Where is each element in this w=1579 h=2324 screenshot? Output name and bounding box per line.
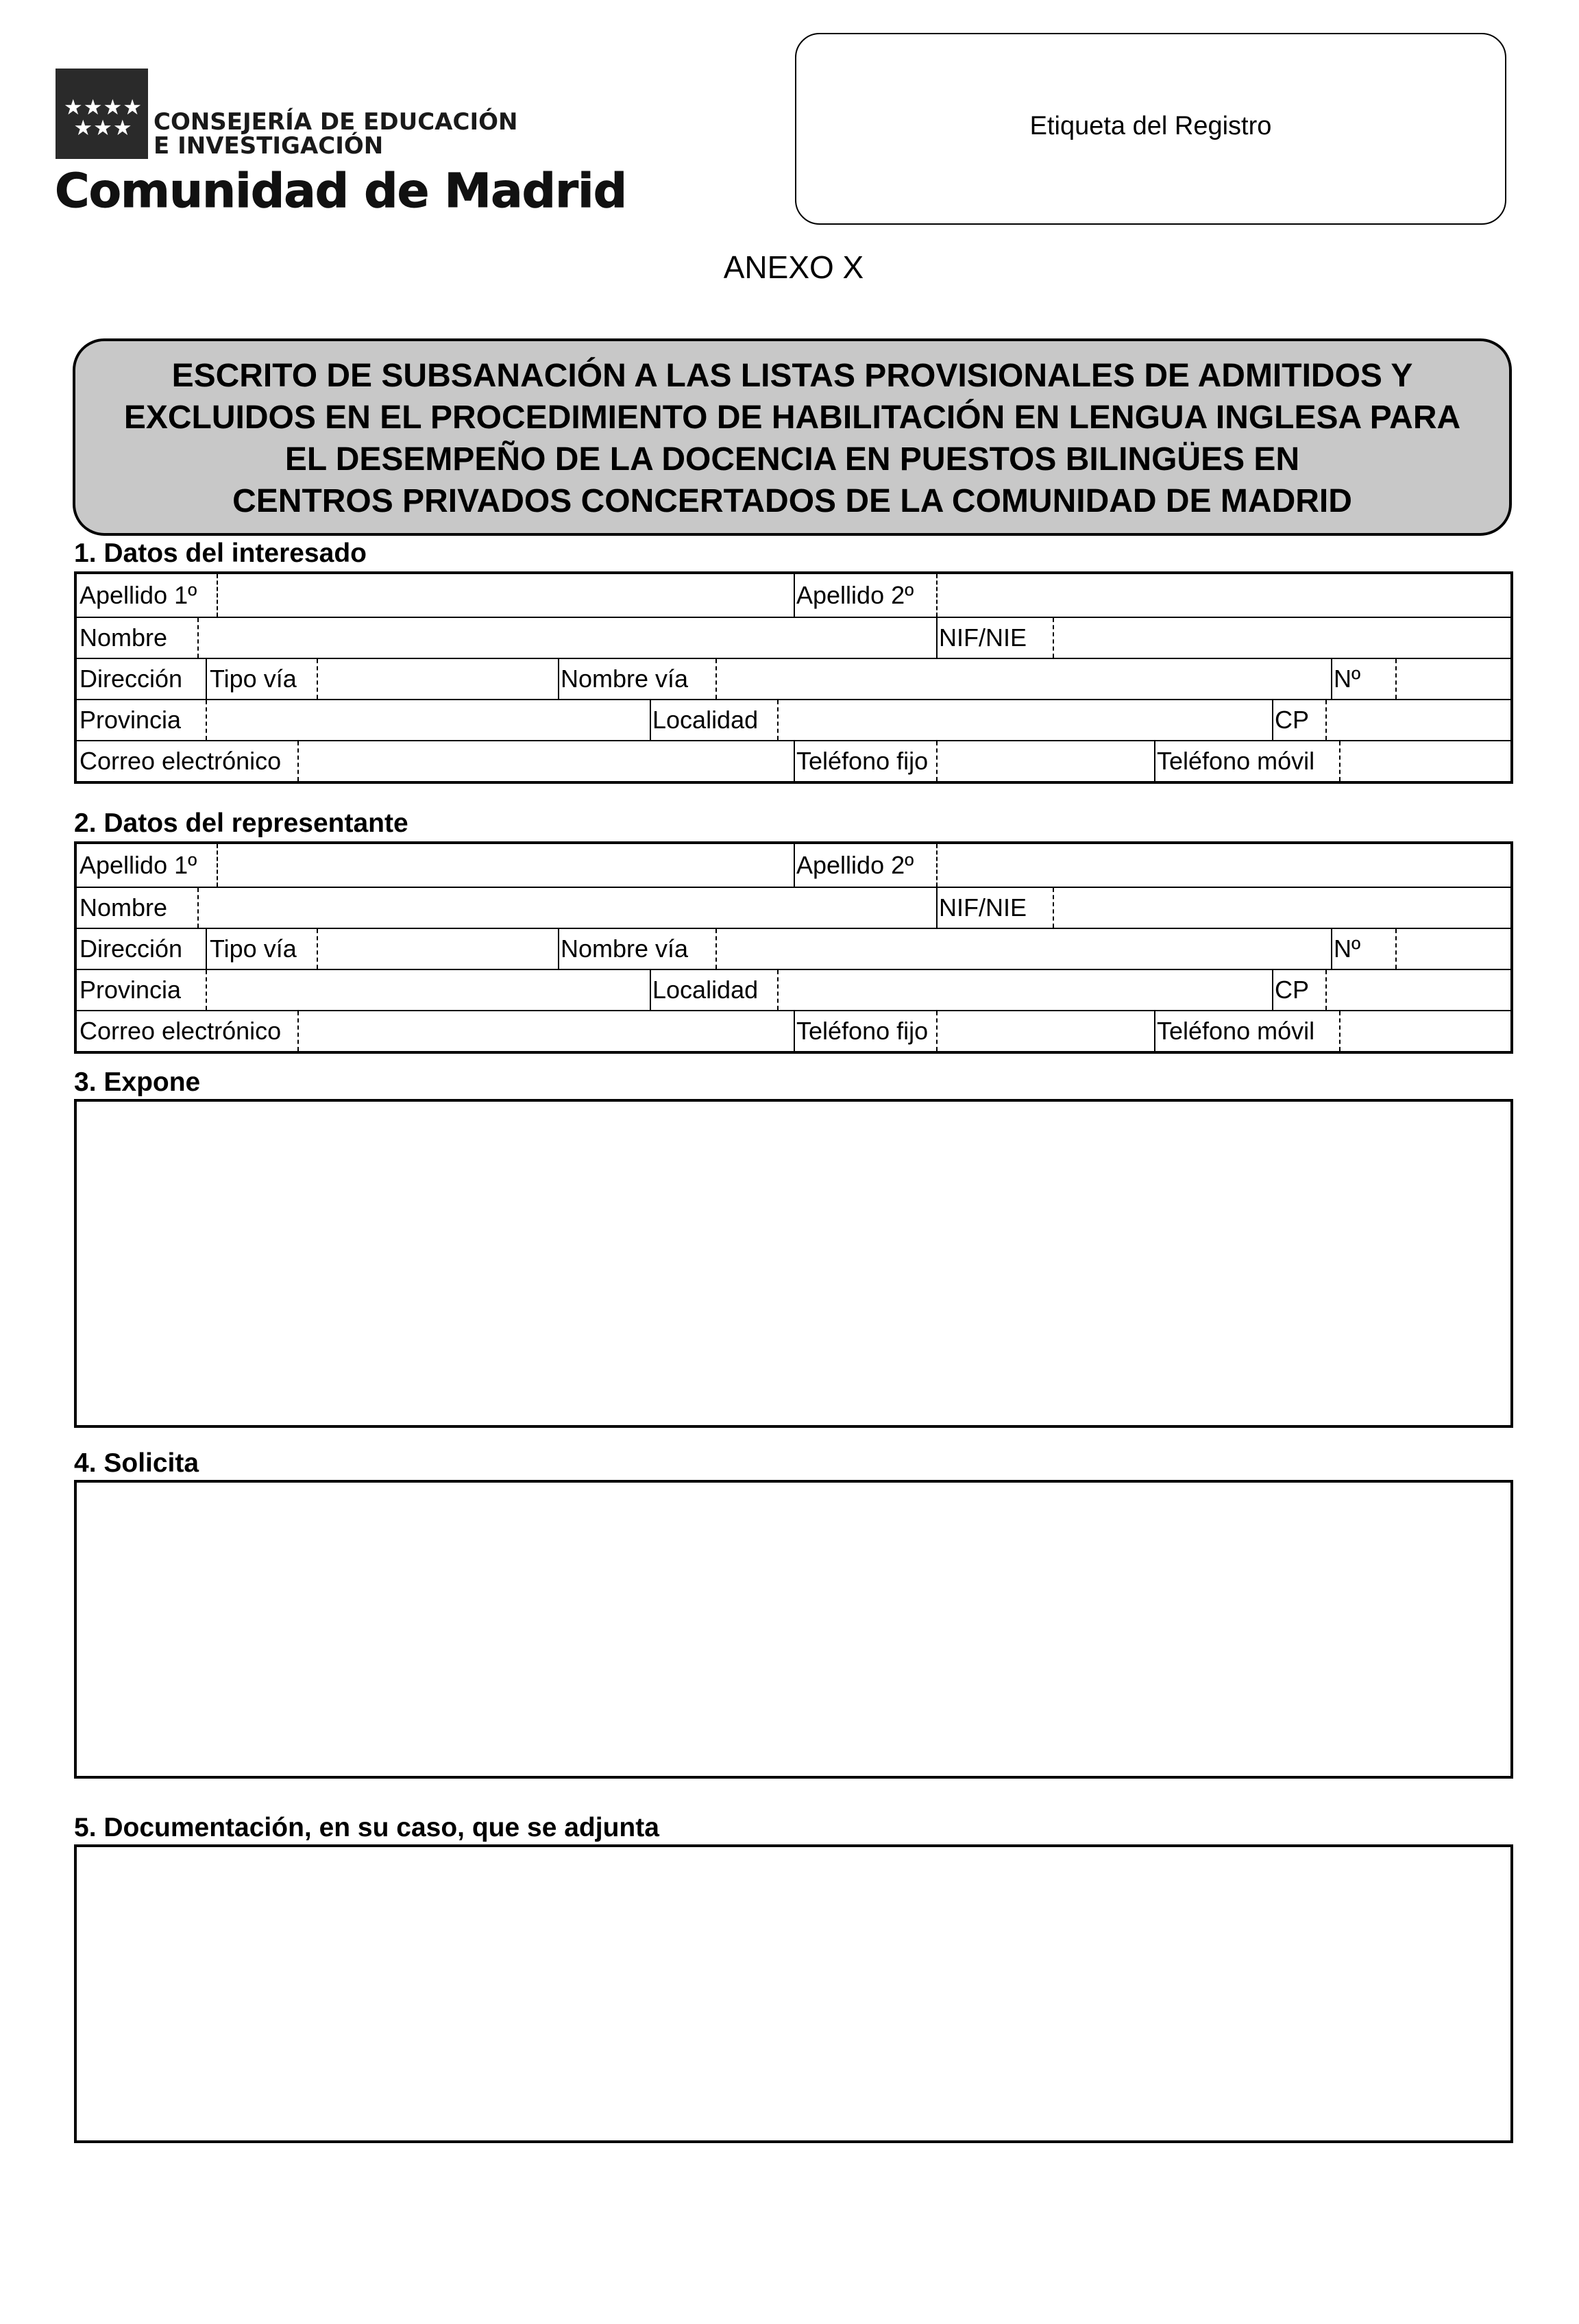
surname2-label: Apellido 2º bbox=[796, 851, 914, 879]
interested-postcode-field[interactable] bbox=[1327, 700, 1510, 740]
interested-province-field[interactable] bbox=[207, 700, 650, 740]
locality-label: Localidad bbox=[652, 706, 759, 734]
table-row bbox=[77, 1010, 1510, 1051]
nif-label: NIF/NIE bbox=[939, 893, 1027, 922]
representative-name-field[interactable] bbox=[199, 888, 936, 928]
mobile-label: Teléfono móvil bbox=[1157, 747, 1315, 775]
table-row bbox=[77, 658, 1510, 699]
representative-number-field[interactable] bbox=[1397, 929, 1510, 969]
number-label: Nº bbox=[1334, 935, 1361, 963]
interested-street-name-field[interactable] bbox=[717, 659, 1331, 699]
comunidad-madrid-flag-logo bbox=[56, 69, 148, 159]
interested-surname1-field[interactable] bbox=[218, 574, 862, 617]
form-title-line3: EL DESEMPEÑO DE LA DOCENCIA EN PUESTOS BILINGÜES EN bbox=[284, 441, 1300, 478]
representative-street-name-field[interactable] bbox=[717, 929, 1331, 969]
postcode-label: CP bbox=[1275, 706, 1310, 734]
form-title-box bbox=[73, 338, 1512, 536]
interested-nif-field[interactable] bbox=[1054, 618, 1510, 658]
representative-mobile-field[interactable] bbox=[1341, 1011, 1510, 1051]
interested-number-field[interactable] bbox=[1397, 659, 1510, 699]
table-row bbox=[77, 887, 1510, 928]
table-row bbox=[77, 928, 1510, 969]
street-type-label: Tipo vía bbox=[210, 665, 297, 693]
email-label: Correo electrónico bbox=[79, 747, 282, 775]
postcode-label: CP bbox=[1275, 976, 1310, 1004]
surname1-label: Apellido 1º bbox=[79, 851, 197, 879]
representative-province-field[interactable] bbox=[207, 970, 650, 1010]
email-label: Correo electrónico bbox=[79, 1017, 282, 1045]
form-title-line4: CENTROS PRIVADOS CONCERTADOS DE LA COMUNIDAD DE MADRID bbox=[232, 483, 1352, 519]
representative-landline-field[interactable] bbox=[938, 1011, 1154, 1051]
form-title-line2: EXCLUIDOS EN EL PROCEDIMIENTO DE HABILITACIÓN EN LENGUA INGLESA PARA bbox=[123, 399, 1461, 436]
table-row bbox=[77, 740, 1510, 781]
mobile-label: Teléfono móvil bbox=[1157, 1017, 1315, 1045]
form-title-line1: ESCRITO DE SUBSANACIÓN A LAS LISTAS PROVISIONALES DE ADMITIDOS Y bbox=[171, 358, 1413, 394]
register-label-text: Etiqueta del Registro bbox=[1029, 112, 1272, 140]
nif-label: NIF/NIE bbox=[939, 623, 1027, 652]
street-name-label: Nombre vía bbox=[561, 935, 689, 963]
interested-surname2-field[interactable] bbox=[938, 574, 1510, 617]
section-heading-interested: 1. Datos del interesado bbox=[74, 539, 367, 568]
organization-name: Comunidad de Madrid bbox=[55, 164, 627, 219]
section-heading-documentation: 5. Documentación, en su caso, que se adjunta bbox=[74, 1813, 659, 1842]
surname1-label: Apellido 1º bbox=[79, 581, 197, 609]
province-label: Provincia bbox=[79, 706, 182, 734]
name-label: Nombre bbox=[79, 623, 168, 652]
interested-email-field[interactable] bbox=[299, 741, 794, 781]
number-label: Nº bbox=[1334, 665, 1361, 693]
interested-data-table bbox=[74, 571, 1513, 784]
province-label: Provincia bbox=[79, 976, 182, 1004]
representative-locality-field[interactable] bbox=[779, 970, 1272, 1010]
expone-textarea[interactable] bbox=[74, 1099, 1513, 1428]
interested-street-type-field[interactable] bbox=[318, 659, 558, 699]
representative-surname1-field[interactable] bbox=[218, 844, 862, 887]
name-label: Nombre bbox=[79, 893, 168, 922]
section-heading-solicita: 4. Solicita bbox=[74, 1448, 199, 1478]
street-type-label: Tipo vía bbox=[210, 935, 297, 963]
representative-surname2-field[interactable] bbox=[938, 844, 1510, 887]
representative-email-field[interactable] bbox=[299, 1011, 794, 1051]
table-row bbox=[77, 969, 1510, 1010]
representative-nif-field[interactable] bbox=[1054, 888, 1510, 928]
representative-postcode-field[interactable] bbox=[1327, 970, 1510, 1010]
logo-stars: ★★★★ ★★★ bbox=[63, 95, 143, 140]
interested-name-field[interactable] bbox=[199, 618, 936, 658]
landline-label: Teléfono fijo bbox=[796, 747, 929, 775]
table-row bbox=[77, 617, 1510, 658]
address-label: Dirección bbox=[79, 935, 183, 963]
address-label: Dirección bbox=[79, 665, 183, 693]
section-heading-representative: 2. Datos del representante bbox=[74, 808, 408, 838]
locality-label: Localidad bbox=[652, 976, 759, 1004]
interested-locality-field[interactable] bbox=[779, 700, 1272, 740]
interested-mobile-field[interactable] bbox=[1341, 741, 1510, 781]
section-heading-expone: 3. Expone bbox=[74, 1067, 201, 1097]
table-row bbox=[77, 699, 1510, 740]
interested-landline-field[interactable] bbox=[938, 741, 1154, 781]
surname2-label: Apellido 2º bbox=[796, 581, 914, 609]
representative-street-type-field[interactable] bbox=[318, 929, 558, 969]
documentation-textarea[interactable] bbox=[74, 1844, 1513, 2143]
annex-title: ANEXO X bbox=[723, 249, 864, 285]
solicita-textarea[interactable] bbox=[74, 1480, 1513, 1779]
department-name-line1: CONSEJERÍA DE EDUCACIÓN bbox=[154, 108, 518, 136]
table-row bbox=[77, 844, 1510, 887]
register-label-box bbox=[795, 33, 1506, 225]
representative-data-table bbox=[74, 841, 1513, 1054]
street-name-label: Nombre vía bbox=[561, 665, 689, 693]
table-row bbox=[77, 574, 1510, 617]
landline-label: Teléfono fijo bbox=[796, 1017, 929, 1045]
department-name-line2: E INVESTIGACIÓN bbox=[154, 132, 384, 160]
